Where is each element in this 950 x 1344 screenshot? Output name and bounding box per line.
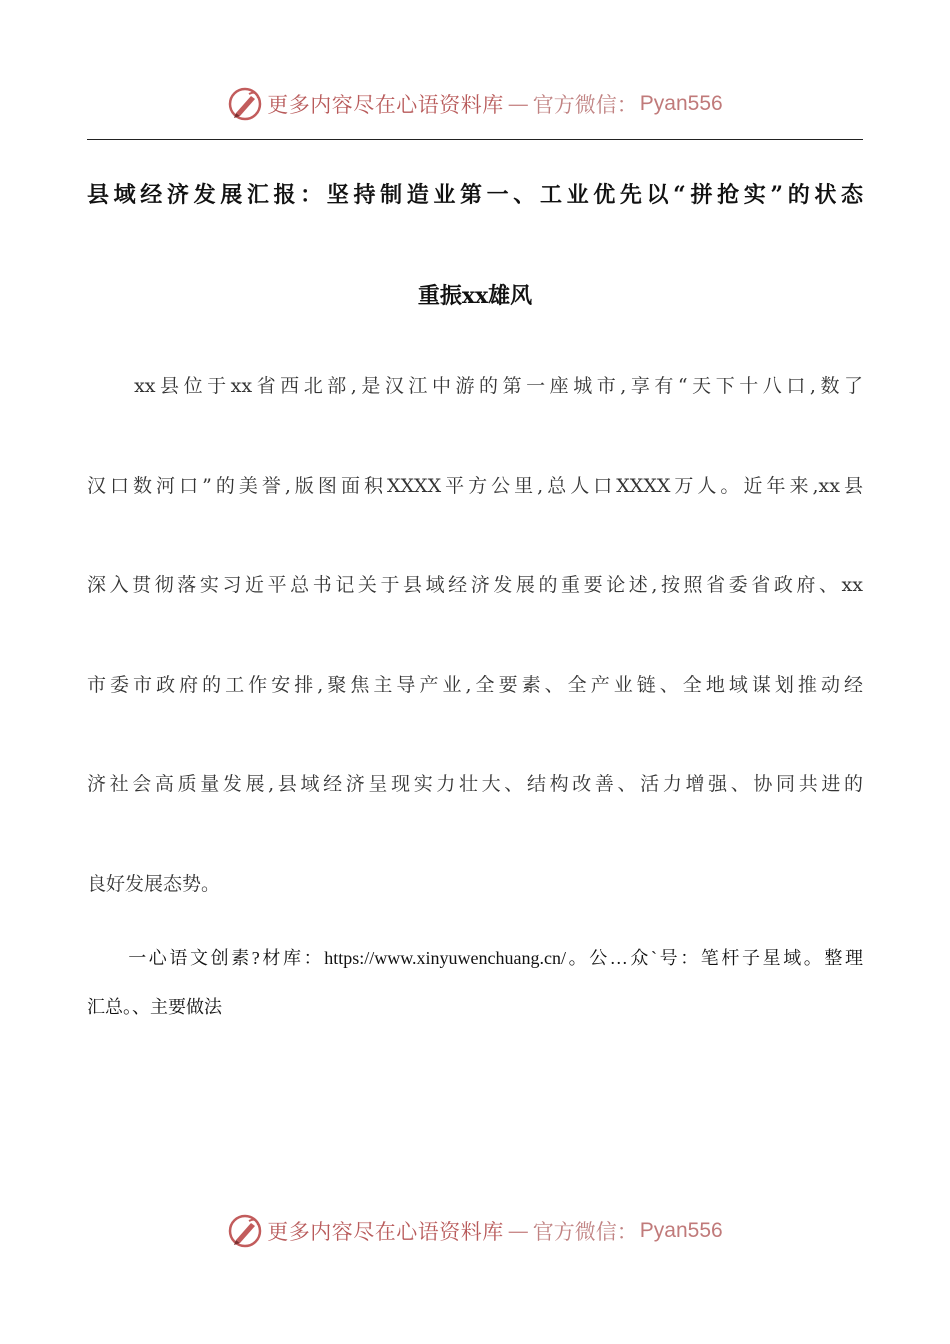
body-line: 汉口数河口”的美誉,版图面积XXXX平方公里,总人口XXXX万人。近年来,xx县 (87, 475, 863, 497)
banner-brand-text: 更多内容尽在心语资料库 (267, 1220, 504, 1244)
footer-banner (0, 1211, 950, 1251)
banner-official-label: 官方微信： (532, 93, 638, 117)
banner-official-label: 官方微信： (532, 1220, 638, 1244)
pen-logo-icon (227, 1213, 263, 1249)
source-note-line-2: 汇总。、主要做法 (87, 997, 222, 1017)
source-note-line-1: 一心语文创素?材库：https://www.xinyuwenchuang.cn/。公…众`号：笔杆子星域。整理 (87, 948, 863, 968)
pen-logo-icon (227, 86, 263, 122)
document-title-line-2: 重振xx雄风 (417, 283, 533, 309)
header-banner (0, 84, 950, 124)
banner-wechat-id: Pyan556 (639, 92, 723, 115)
banner-dash: — (507, 92, 529, 116)
body-line: 济社会高质量发展,县域经济呈现实力壮大、结构改善、活力增强、协同共进的 (87, 773, 863, 795)
banner-dash: — (507, 1219, 529, 1243)
body-line: xx县位于xx省西北部,是汉江中游的第一座城市,享有“天下十八口,数了 (87, 375, 863, 397)
header-divider (87, 139, 863, 140)
banner-brand-text: 更多内容尽在心语资料库 (267, 93, 504, 117)
body-line: 深入贯彻落实习近平总书记关于县域经济发展的重要论述,按照省委省政府、xx (87, 574, 863, 596)
body-line: 市委市政府的工作安排,聚焦主导产业,全要素、全产业链、全地域谋划推动经 (87, 674, 863, 696)
document-title-line-1: 县域经济发展汇报：坚持制造业第一、工业优先以“拼抢实”的状态 (87, 182, 863, 208)
banner-wechat-id: Pyan556 (639, 1219, 723, 1242)
body-line: 良好发展态势。 (87, 873, 221, 895)
